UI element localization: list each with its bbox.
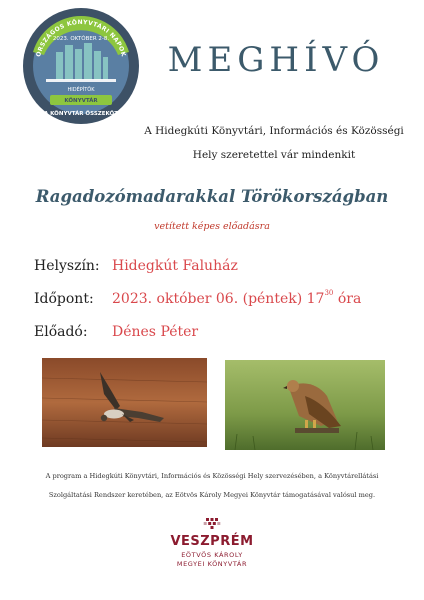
time-minutes: 30 (324, 289, 334, 298)
flying-harrier-photo (42, 358, 207, 447)
footer-line-1: A program a Hidegkúti Könyvtári, Információs és Közösségi Hely szervezésében, a Könyvtárellátási (45, 472, 379, 480)
perched-eagle-photo (225, 360, 385, 450)
logo-bottom-text: A KÖNYVTÁR ÖSSZEKÖT (44, 111, 118, 117)
time-label: Időpont: (34, 291, 94, 307)
footer-line-2: Szolgáltatási Rendszer keretében, az Eötvös Károly Megyei Könyvtár támogatásával valósul meg. (48, 491, 376, 499)
location-value: Hidegkút Faluház (112, 258, 238, 274)
time-value (112, 291, 361, 307)
library-sub-2: MEGYEI KÖNYVTÁR (176, 560, 248, 568)
speaker-label: Előadó: (34, 324, 88, 340)
time-main: 2023. október 06. (péntek) 17 (112, 291, 325, 307)
lecture-title: Ragadozómadarakkal Törökországban (35, 187, 389, 206)
lecture-subtitle: vetített képes előadásra (154, 221, 270, 232)
logo-date: 2023. OKTÓBER 2-8. (52, 36, 110, 42)
time-suffix: óra (333, 291, 362, 307)
library-sub-1: EÖTVÖS KÁROLY (181, 551, 243, 559)
intro-line-1: A Hidegkúti Könyvtári, Információs és Közösségi (144, 125, 404, 137)
logo-top-text: ORSZÁGOS KÖNYVTÁRI NAPOK (35, 18, 127, 58)
intro-text (140, 119, 408, 167)
event-logo (22, 7, 140, 125)
library-name: VESZPRÉM (170, 534, 254, 549)
logo-ribbon-text: KÖNYVTÁR (64, 98, 98, 104)
library-logo (160, 518, 264, 578)
page-title: MEGHÍVÓ (167, 40, 385, 80)
speaker-value: Dénes Péter (112, 324, 199, 340)
footer-text (20, 467, 404, 505)
intro-line-2: Hely szeretettel vár mindenkit (192, 149, 356, 161)
logo-center-text: HIDÉPÍTŐK (67, 87, 95, 93)
library-crest-icon (202, 518, 222, 534)
location-label: Helyszín: (34, 258, 100, 274)
